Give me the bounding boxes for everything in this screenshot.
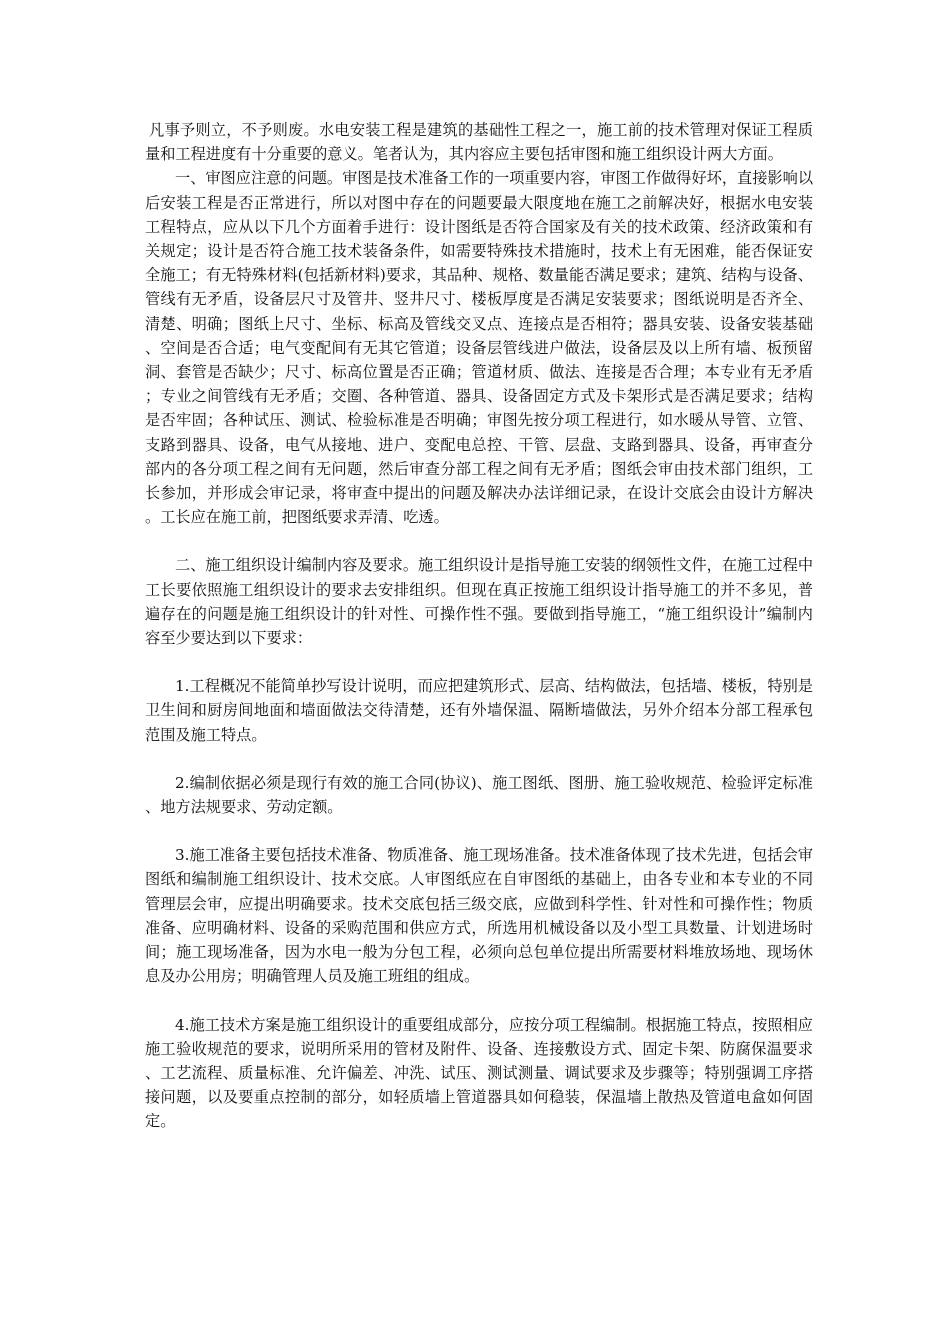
section-two-paragraph: 二、施工组织设计编制内容及要求。施工组织设计是指导施工安装的纲领性文件，在施工过程中工长要依照施工组织设计的要求去安排组织。但现在真正按施工组织设计指导施工的并不多见，普遍存在的问题是施工组织设计的针对性、可操作性不强。要做到指导施工，“施工组织设计”编制内容至少要达到以下要求： [145, 556, 813, 648]
document-body [145, 118, 813, 1134]
section-one-paragraph: 一、审图应注意的问题。审图是技术准备工作的一项重要内容，审图工作做得好坏，直接影响以后安装工程是否正常进行，所以对图中存在的问题要最大限度地在施工之前解决好，根据水电安装工程特点，应从以下几个方面着手进行：设计图纸是否符合国家及有关的技术政策、经济政策和有关规定；设计是否符合施工技术装备条件，如需要特殊技术措施时，技术上有无困难，能否保证安全施工；有无特殊材料(包括新材料)要求，其品种、规格、数量能否满足要求；建筑、结构与设备、管线有无矛盾，设备层尺寸及管井、竖井尺寸、楼板厚度是否满足安装要求；图纸说明是否齐全、清楚、明确；图纸上尺寸、坐标、标高及管线交叉点、连接点是否相符；器具安装、设备安装基础、空间是否合适；电气变配间有无其它管道；设备层管线进户做法，设备层及以上所有墙、板预留洞、套管是否缺少；尺寸、标高位置是否正确；管道材质、做法、连接是否合理；本专业有无矛盾；专业之间管线有无矛盾；交圈、各种管道、器具、设备固定方式及卡架形式是否满足要求；结构是否牢固；各种试压、测试、检验标准是否明确；审图先按分项工程进行，如水暖从导管、立管、支路到器具、设备，电气从接地、进户、变配电总控、干管、层盘、支路到器具、设备，再审查分部内的各分项工程之间有无问题，然后审查分部工程之间有无矛盾；图纸会审由技术部门组织，工长参加，并形成会审记录，将审查中提出的问题及解决办法详细记录，在设计交底会由设计方解决。工长应在施工前，把图纸要求弄清、吃透。 [145, 169, 813, 527]
item-three-paragraph: 3.施工准备主要包括技术准备、物质准备、施工现场准备。技术准备体现了技术先进，包括会审图纸和编制施工组织设计、技术交底。人审图纸应在自审图纸的基础上，由各专业和本专业的不同管理层会审，应提出明确要求。技术交底包括三级交底，应做到科学性、针对性和可操作性；物质准备、应明确材料、设备的采购范围和供应方式，所选用机械设备以及小型工具数量、计划进场时间；施工现场准备，因为水电一般为分包工程，必须向总包单位提出所需要材料堆放场地、现场休息及办公用房；明确管理人员及施工班组的组成。 [145, 846, 813, 986]
item-two-paragraph: 2.编制依据必须是现行有效的施工合同(协议)、施工图纸、图册、施工验收规范、检验评定标准、地方法规要求、劳动定额。 [145, 773, 813, 817]
item-four-paragraph: 4.施工技术方案是施工组织设计的重要组成部分，应按分项工程编制。根据施工特点，按照相应施工验收规范的要求，说明所采用的管材及附件、设备、连接敷设方式、固定卡架、防腐保温要求、工艺流程、质量标准、允许偏差、冲洗、试压、测试测量、调试要求及步骤等；特别强调工序搭接问题，以及要重点控制的部分，如轻质墙上管道器具如何稳装，保温墙上散热及管道电盒如何固定。 [145, 1015, 813, 1131]
intro-paragraph: 凡事予则立，不予则废。水电安装工程是建筑的基础性工程之一，施工前的技术管理对保证工程质量和工程进度有十分重要的意义。笔者认为，其内容应主要包括审图和施工组织设计两大方面。 [145, 121, 813, 164]
item-one-paragraph: 1.工程概况不能简单抄写设计说明，而应把建筑形式、层高、结构做法，包括墙、楼板，特别是卫生间和厨房间地面和墙面做法交待清楚，还有外墙保温、隔断墙做法，另外介绍本分部工程承包范围及施工特点。 [145, 677, 813, 744]
